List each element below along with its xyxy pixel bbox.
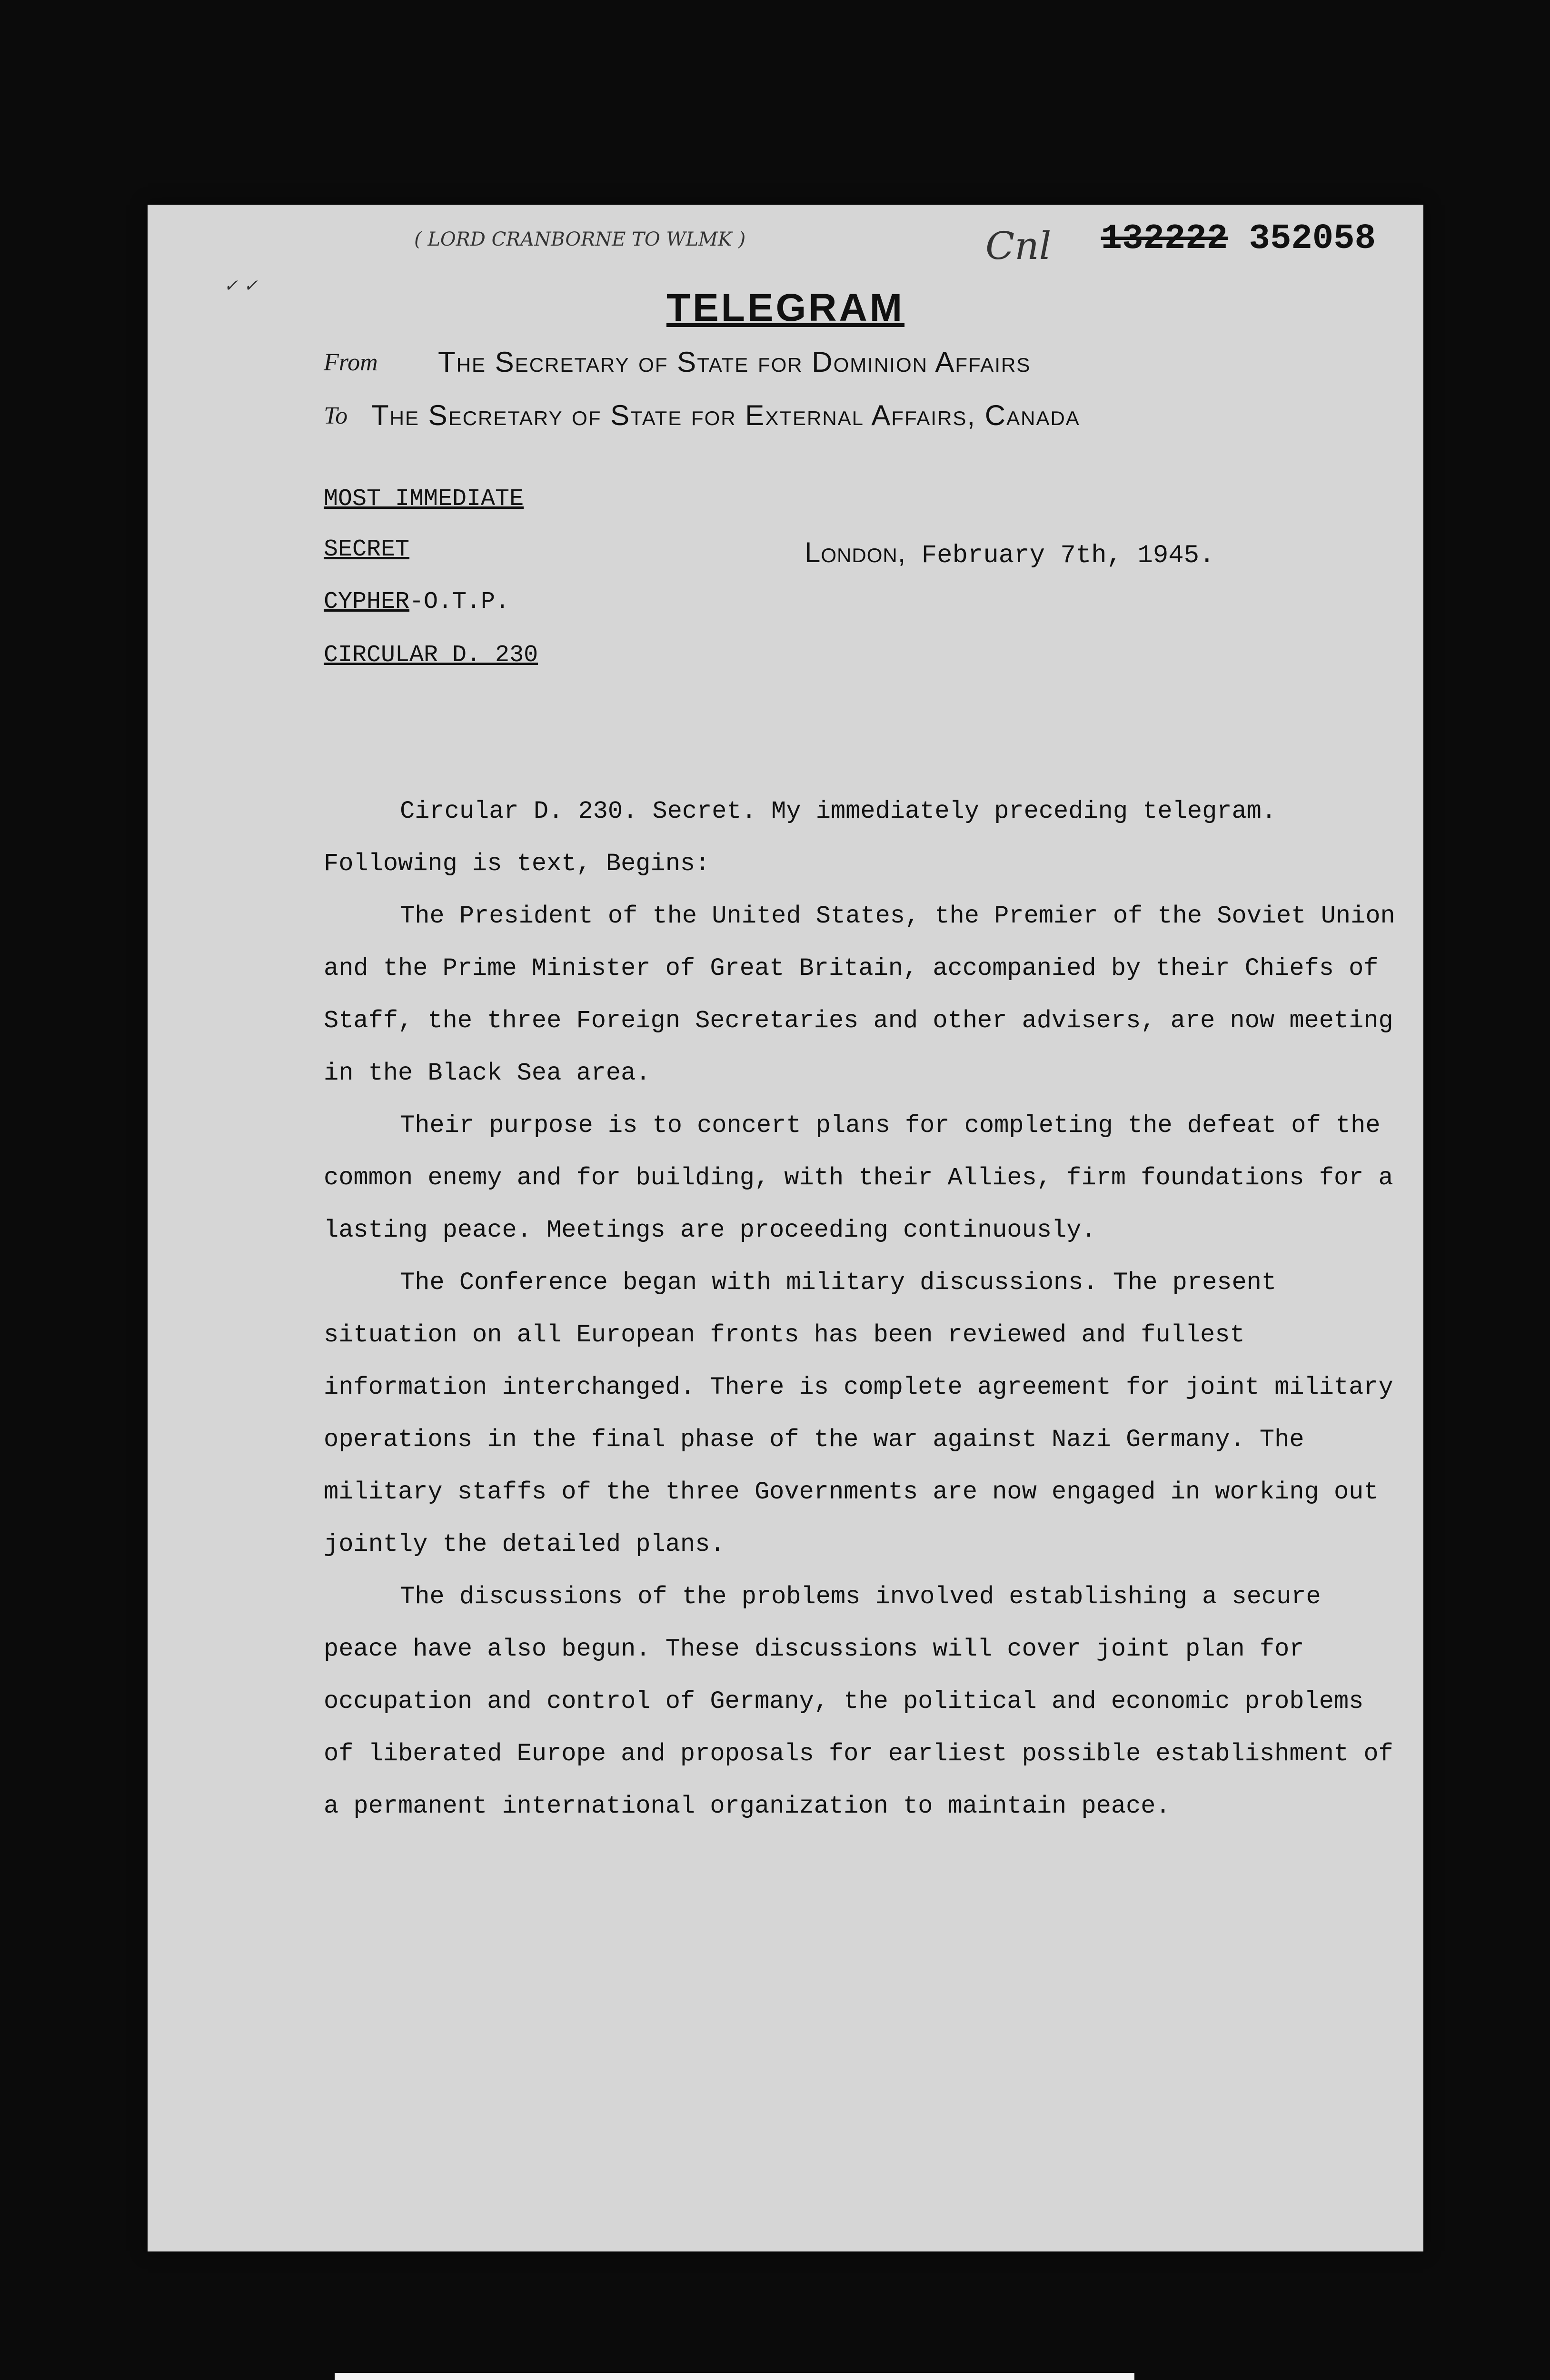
to-label: To <box>324 402 348 429</box>
paragraph: Their purpose is to concert plans for completing the defeat of the common enemy and for building, with their Allies, firm foundations for a lasting peace. Meetings are proceeding continuously. <box>324 1111 1393 1244</box>
collection-label <box>335 2373 1134 2380</box>
paragraph: The discussions of the problems involved establishing a secure peace have also begun. These discussions will cover joint plan for occupation and control of Germany, the political and economic problems of liberated Europe and proposals for earliest possible establishment of a permanent international organization to maintain peace. <box>324 1583 1393 1820</box>
telegram-sheet <box>148 205 1423 2251</box>
handwritten-marks: ✓ ✓ <box>224 276 258 296</box>
reference-number-struck: 132222 <box>1101 219 1228 259</box>
paragraph: The President of the United States, the Premier of the Soviet Union and the Prime Minister of Great Britain, accompanied by their Chiefs of Staff, the three Foreign Secretaries and other advisers, are now meeting in the Black Sea area. <box>324 902 1395 1087</box>
from-text: The Secretary of State for Dominion Affairs <box>438 346 1031 378</box>
to-text: The Secretary of State for External Affairs, Canada <box>371 399 1080 431</box>
handwritten-note: ( LORD CRANBORNE TO WLMK ) <box>414 228 746 250</box>
place: London, <box>805 536 906 568</box>
cypher-marking: CYPHER-O.T.P. <box>324 588 510 615</box>
reference-number-current: 352058 <box>1249 219 1376 259</box>
paragraph: Circular D. 230. Secret. My immediately preceding telegram. Following is text, Begins: <box>324 797 1277 878</box>
from-label: From <box>324 349 378 376</box>
handwritten-initials: Cnl <box>985 224 1052 268</box>
reference-number <box>1101 219 1376 259</box>
security-marking: SECRET <box>324 536 410 563</box>
place-date <box>805 536 1214 570</box>
date: February 7th, 1945. <box>921 541 1215 570</box>
telegram-body <box>324 785 1400 1833</box>
paragraph: The Conference began with military discussions. The present situation on all European fronts has been reviewed and fullest information interchanged. There is complete agreement for joint military operations in the final phase of the war against Nazi Germany. The military staffs of the three Governments are now engaged in working out jointly the detailed plans. <box>324 1269 1393 1558</box>
priority-marking: MOST IMMEDIATE <box>324 486 524 513</box>
circular-marking: CIRCULAR D. 230 <box>324 642 538 669</box>
telegram-title: TELEGRAM <box>666 286 905 329</box>
